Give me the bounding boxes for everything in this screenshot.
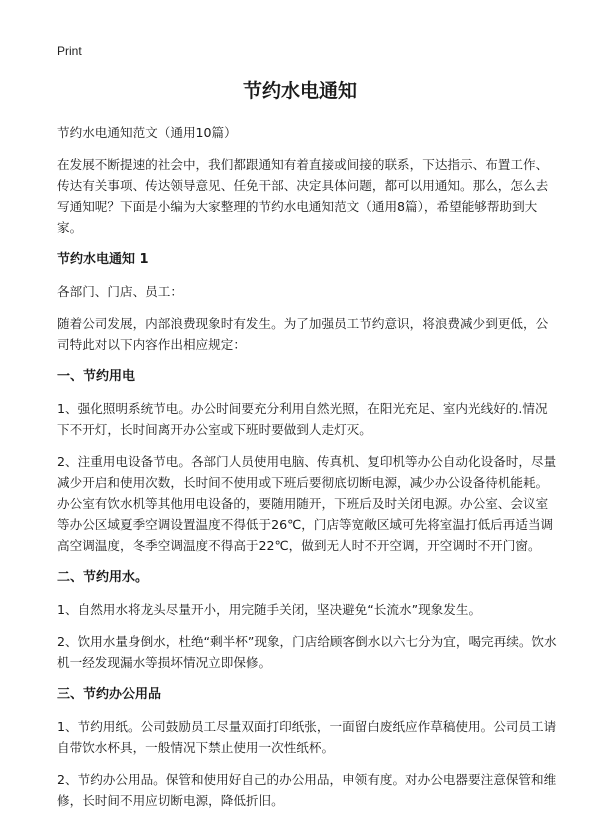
- electricity-item-2: 2、注重用电设备节电。各部门人员使用电脑、传真机、复印机等办公自动化设备时，尽量减少开启和使用次数，长时间不使用或下班后要彻底切断电源，减少办公设备待机能耗。办公室有饮水机等其他用电设备的，要随用随开，下班后及时关闭电源。办公室、会议室等办公区域夏季空调设置温度不得低于26℃，门店等宽敞区域可先将室温打低后再适当调高空调温度，冬季空调温度不得高于22℃，做到无人时不开空调，开空调时不开门窗。: [57, 454, 557, 553]
- water-item-1: 1、自然用水将龙头尽量开小，用完随手关闭，坚决避免“长流水”现象发生。: [57, 602, 482, 617]
- office-supplies-item-1: 1、节约用纸。公司鼓励员工尽量双面打印纸张，一面留白废纸应作草稿使用。公司员工请自带饮水杯具，一般情况下禁止使用一次性纸杯。: [57, 719, 557, 755]
- section-heading-office-supplies: 三、节约办公用品: [57, 687, 162, 702]
- article-heading: 节约水电通知 1: [57, 252, 149, 267]
- document-body: [57, 122, 557, 822]
- opening-paragraph: 随着公司发展，内部浪费现象时有发生。为了加强员工节约意识，将浪费减少到更低，公司特此对以下内容作出相应规定：: [57, 316, 549, 352]
- office-supplies-item-2: 2、节约办公用品。保管和使用好自己的办公用品，申领有度。对办公电器要注意保管和维修，长时间不用应切断电源，降低折旧。: [57, 772, 557, 808]
- print-link[interactable]: Print: [57, 44, 82, 58]
- water-item-2: 2、饮用水量身倒水，杜绝“剩半杯”现象，门店给顾客倒水以六七分为宜，喝完再续。饮水机一经发现漏水等损坏情况立即保修。: [57, 634, 557, 670]
- greeting-paragraph: 各部门、门店、员工：: [57, 284, 183, 299]
- section-heading-electricity: 一、节约用电: [57, 369, 136, 384]
- document-title: 节约水电通知: [242, 80, 357, 102]
- electricity-item-1: 1、强化照明系统节电。办公时间要充分利用自然光照，在阳光充足、室内光线好的.情况下不开灯，长时间离开办公室或下班时要做到人走灯灭。: [57, 401, 548, 437]
- section-heading-water: 二、节约用水。: [57, 570, 149, 585]
- document-subtitle: 节约水电通知范文（通用10篇）: [57, 125, 237, 140]
- intro-paragraph: 在发展不断提速的社会中，我们都跟通知有着直接或间接的联系，下达指示、布置工作、传达有关事项、传达领导意见、任免干部、决定具体问题，都可以用通知。那么，怎么去写通知呢？下面是小编为大家整理的节约水电通知范文（通用8篇），希望能够帮助到大家。: [57, 157, 549, 235]
